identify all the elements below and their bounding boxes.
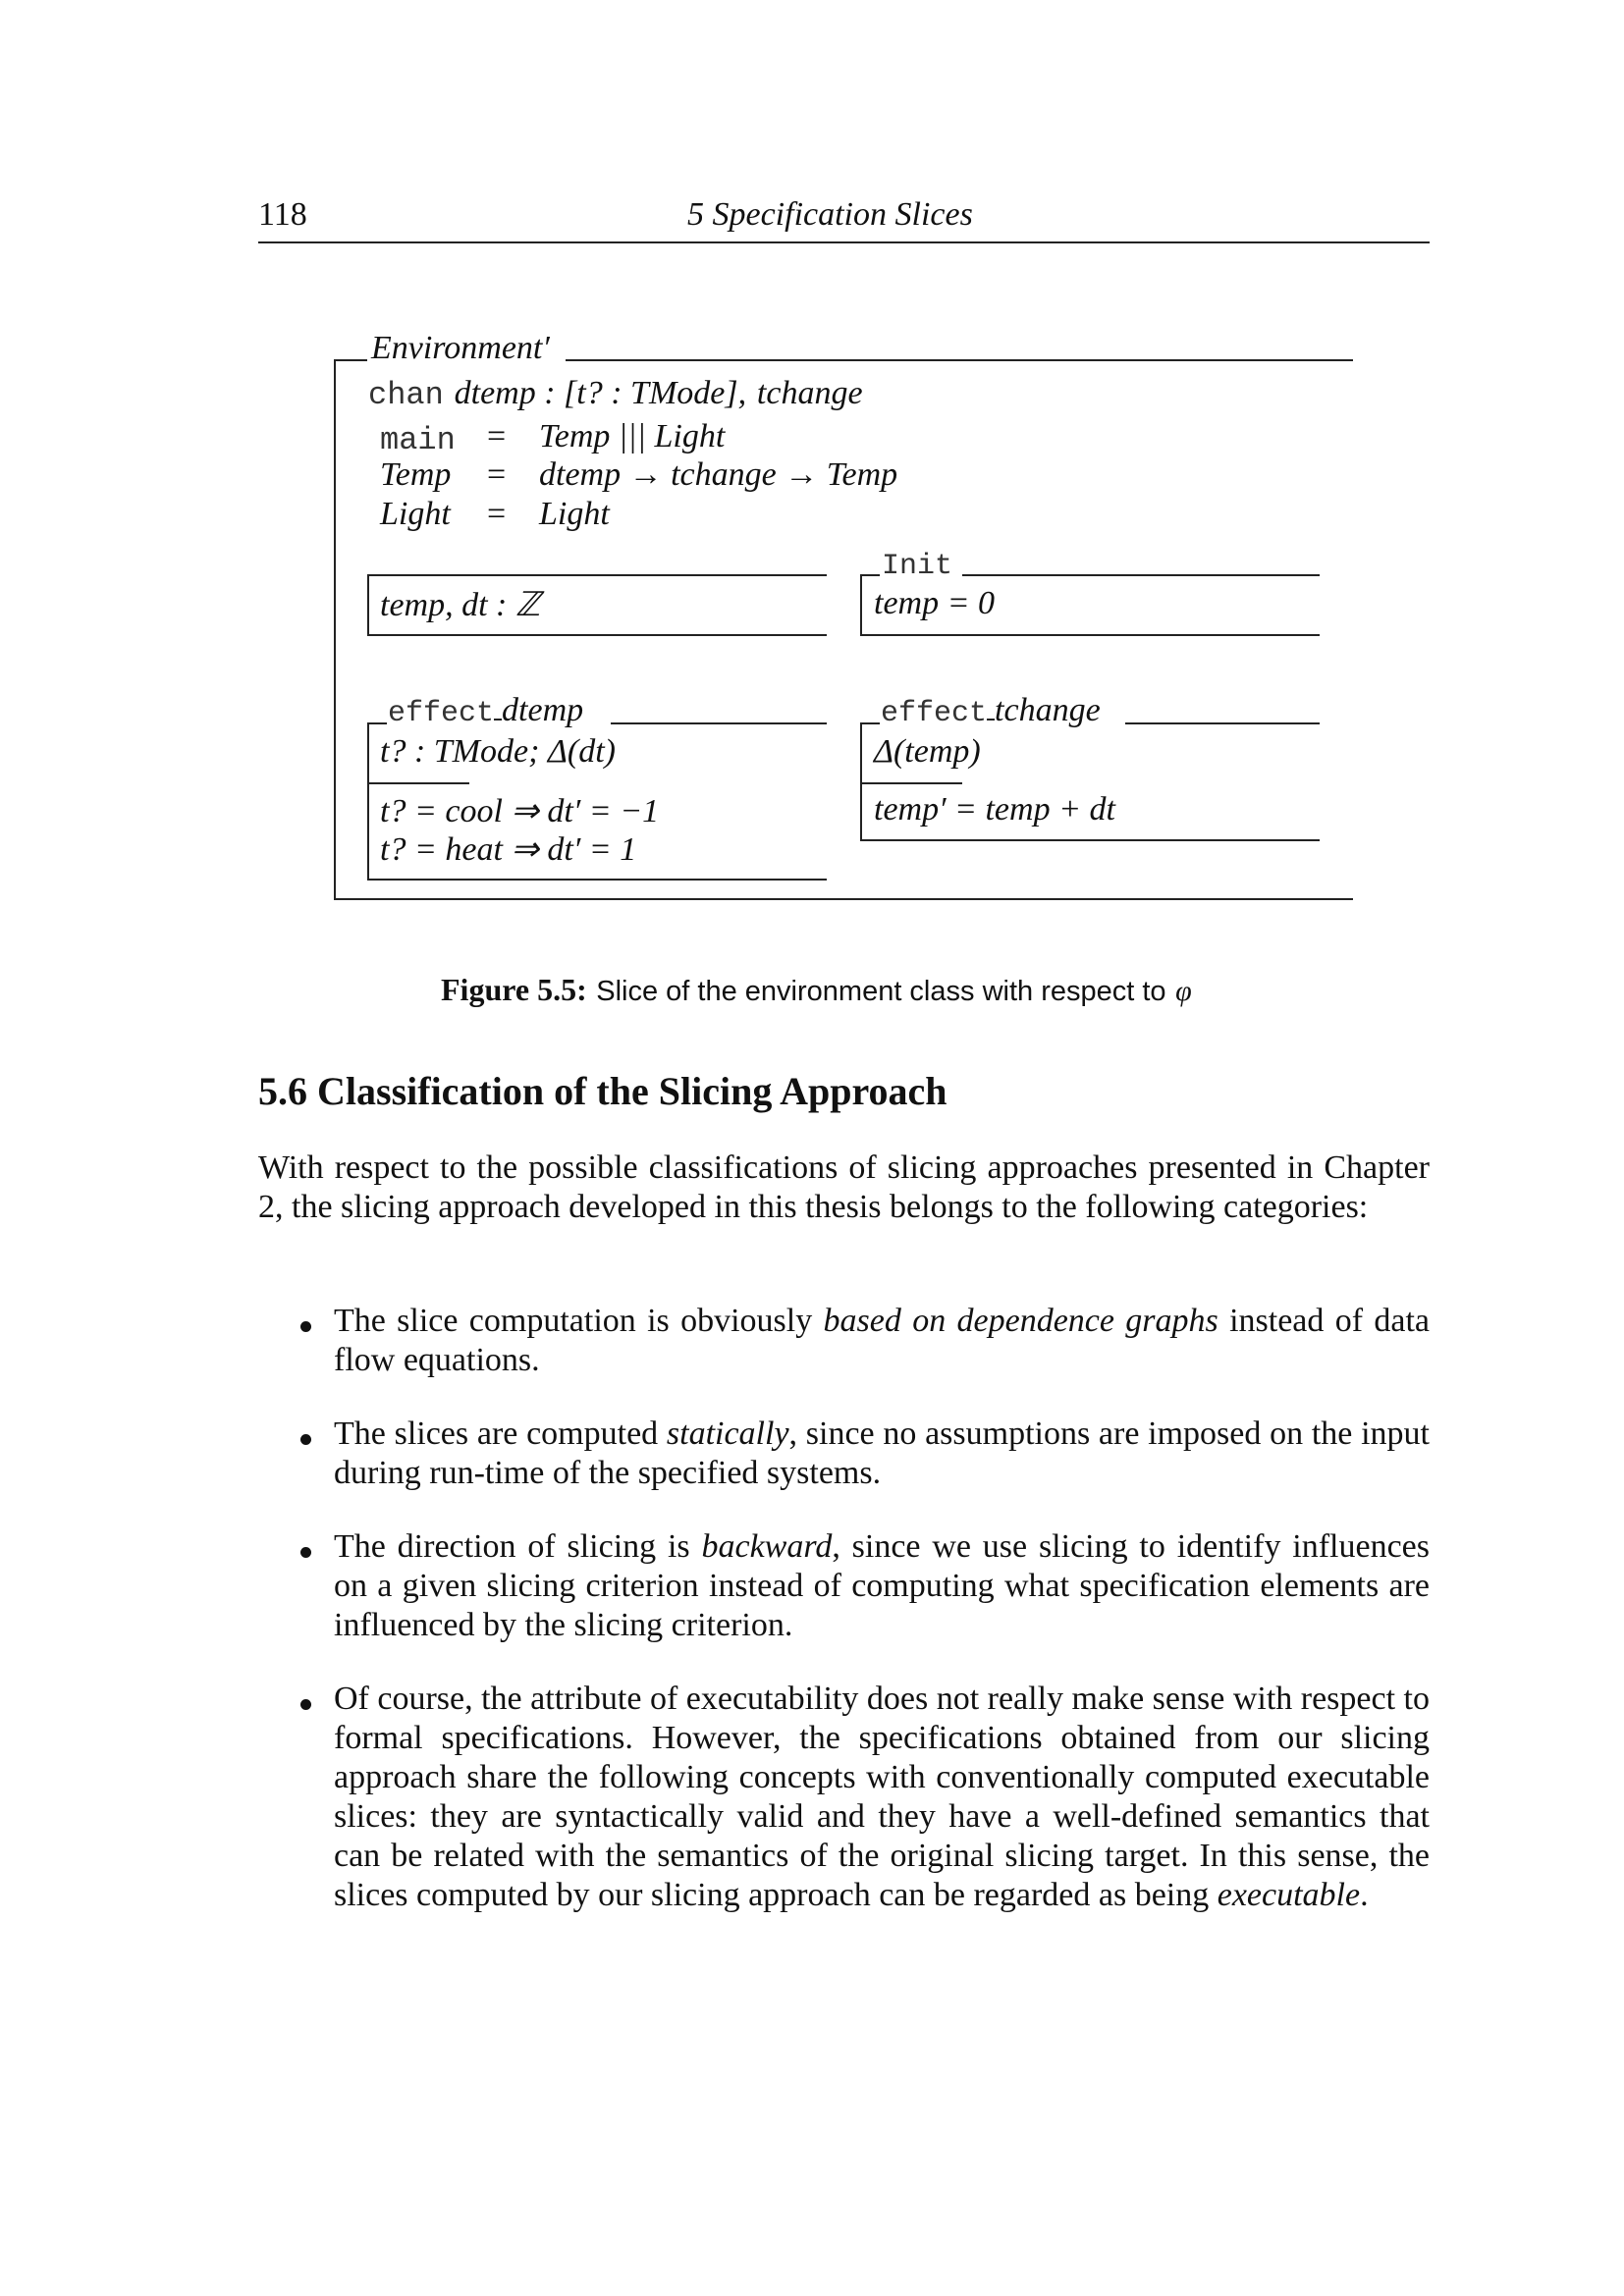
process-rhs-temp: dtemp → tchange → Temp: [539, 456, 898, 493]
list-item: [334, 1527, 1430, 1645]
tchange-effect-name: tchange: [995, 692, 1101, 728]
state-top-rule: [367, 574, 827, 576]
dtemp-top-rule: [611, 722, 827, 724]
chan-decl-b: tchange: [756, 375, 863, 411]
process-rhs-main: Temp ||| Light: [539, 418, 726, 454]
list-item-text: , since we use slicing to identify influences on a given slicing criterion instead of computing what specification elements are influenced by the slicing criterion.: [334, 1528, 1430, 1643]
tchange-bottom-rule: [860, 839, 1320, 841]
bullet-dot: [300, 1321, 311, 1332]
dtemp-declaration: t? : TMode; Δ(dt): [380, 733, 616, 770]
init-top-left-rule: [860, 574, 880, 576]
state-bottom-rule: [367, 634, 827, 636]
schema-top-rule: [566, 359, 1353, 361]
dtemp-effect-keyword: effect: [388, 697, 495, 730]
list-item-text: .: [1360, 1877, 1369, 1913]
figure-caption: [441, 972, 1192, 1008]
dtemp-title: [388, 692, 583, 730]
list-item-text: , since no assumptions are imposed on the input during run-time of the specified systems.: [334, 1415, 1430, 1491]
caption-label: Figure 5.5:: [441, 972, 587, 1007]
init-name: Init: [882, 550, 953, 583]
state-left-rule: [367, 574, 369, 635]
init-predicate: temp = 0: [874, 585, 996, 621]
chan-declaration: [368, 373, 863, 413]
caption-symbol: φ: [1175, 975, 1192, 1007]
running-title: 5 Specification Slices: [687, 196, 973, 233]
list-item: [334, 1680, 1430, 1915]
tchange-top-left-rule: [860, 722, 880, 724]
schema-top-left-rule: [334, 359, 367, 361]
process-eq-temp: =: [487, 456, 507, 493]
chan-keyword: chan: [368, 377, 444, 413]
dtemp-predicate-2: t? = heat ⇒ dt′ = 1: [380, 831, 637, 868]
process-rhs-light: Light: [539, 496, 610, 532]
list-item: [334, 1302, 1430, 1380]
list-item-emphasis: statically: [666, 1415, 789, 1452]
init-left-rule: [860, 574, 862, 635]
process-lhs-temp: Temp: [380, 456, 452, 493]
dtemp-top-left-rule: [367, 722, 387, 724]
schema-bottom-rule: [334, 898, 1353, 900]
dtemp-predicate-1: t? = cool ⇒ dt′ = −1: [380, 793, 660, 829]
section-intro: With respect to the possible classifications of slicing approaches presented in Chapter 2, the slicing approach developed in this thesis belongs to the following categories:: [258, 1149, 1430, 1225]
process-eq-main: =: [487, 418, 507, 454]
init-top-rule: [962, 574, 1320, 576]
state-declaration: temp, dt : ℤ: [380, 587, 541, 623]
tchange-effect-keyword: effect: [881, 697, 988, 730]
list-item-text: instead of data flow equations.: [334, 1303, 1430, 1378]
list-item-emphasis: backward: [701, 1528, 833, 1565]
process-eq-light: =: [487, 496, 507, 532]
list-item-text: The slices are computed: [334, 1415, 667, 1452]
page-number: 118: [258, 196, 307, 233]
list-item-text: The direction of slicing is: [334, 1528, 702, 1565]
section-heading: 5.6 Classification of the Slicing Approach: [258, 1069, 947, 1113]
process-lhs-light: Light: [380, 496, 451, 532]
tchange-title: [881, 692, 1101, 730]
process-lhs-main: main: [380, 422, 456, 458]
tchange-left-rule: [860, 722, 862, 840]
tchange-declaration: Δ(temp): [874, 733, 981, 770]
tchange-top-rule: [1125, 722, 1320, 724]
tchange-divider: [860, 782, 962, 784]
list-item-emphasis: executable: [1217, 1877, 1361, 1913]
init-bottom-rule: [860, 634, 1320, 636]
caption-text: Slice of the environment class with respect to: [596, 976, 1166, 1007]
list-item: [334, 1415, 1430, 1493]
dtemp-divider: [367, 782, 469, 784]
list-item-text: The slice computation is obviously: [334, 1303, 824, 1339]
bullet-dot: [300, 1434, 311, 1445]
dtemp-effect-name: dtemp: [502, 692, 584, 728]
list-item-emphasis: based on dependence graphs: [823, 1303, 1218, 1339]
tchange-predicate-1: temp′ = temp + dt: [874, 791, 1115, 828]
schema-left-rule: [334, 359, 336, 899]
bullet-dot: [300, 1547, 311, 1558]
chan-decl-a: dtemp : [t? : TMode],: [454, 375, 747, 411]
dtemp-bottom-rule: [367, 879, 827, 881]
header-rule: [258, 241, 1430, 243]
bullet-dot: [300, 1699, 311, 1710]
dtemp-left-rule: [367, 722, 369, 880]
list-item-text: Of course, the attribute of executability does not really make sense with respect to formal specifications. However, the specifications obtained from our slicing approach share the following concepts with conventionally computed executable slices: they are syntactically valid and they have a well-defined semantics that can be related with the semantics of the original slicing target. In this sense, the slices computed by our slicing approach can be regarded as being: [334, 1681, 1430, 1913]
schema-name: Environment′: [371, 330, 550, 366]
